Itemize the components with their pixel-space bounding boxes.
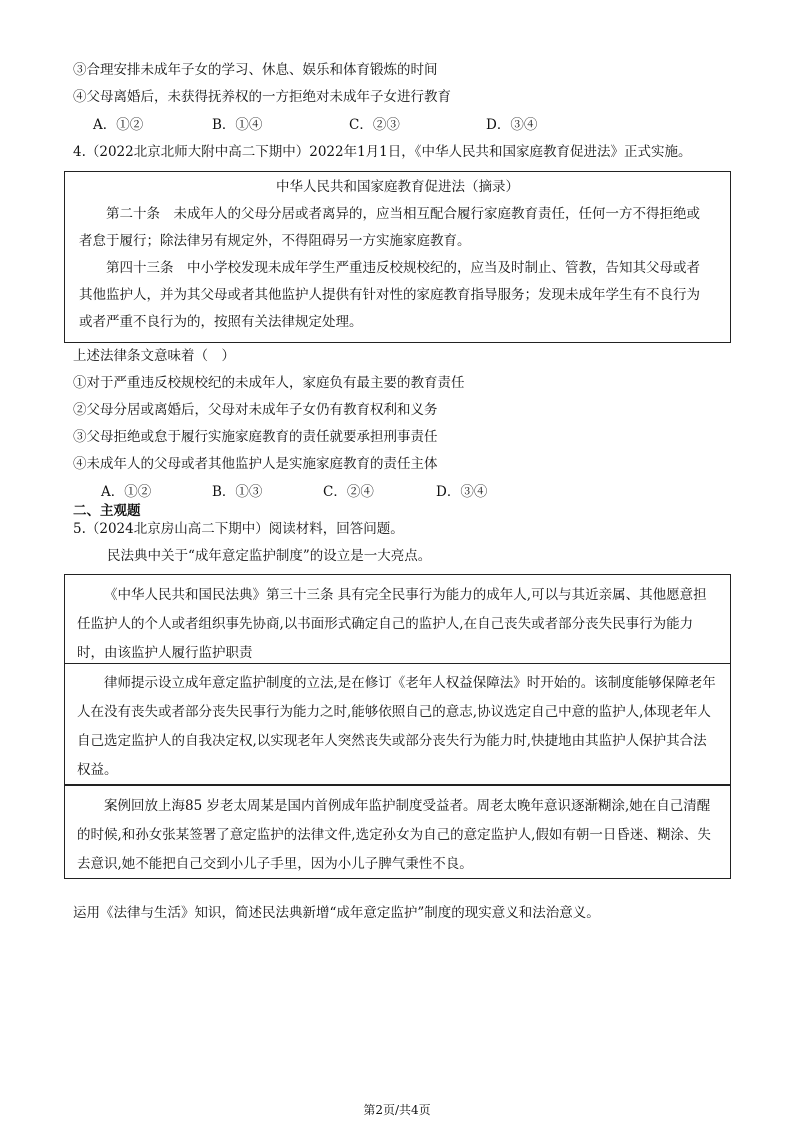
q4-law-excerpt-box [64, 171, 731, 343]
q4-article-20-line2: 者怠于履行；除法律另有规定外，不得阻碍另一方实施家庭教育。 [79, 233, 471, 249]
q5-stem: 5.（2024北京房山高二下期中）阅读材料，回答问题。 [73, 521, 404, 537]
q4-item-2: ②父母分居或离婚后，父母对未成年子女仍有教育权利和义务 [73, 402, 438, 418]
q4-option-a: A．①② [101, 484, 152, 500]
q5-material-2-text: 律师提示设立成年意定监护制度的立法,是在修订《老年人权益保障法》时开始的。该制度能够保障老年人在没有丧失或者部分丧失民事行为能力之时,能够依照自己的意志,协议选定自己中意的监护人,体现老年人自己选定监护人的自我决定权,以实现老年人突然丧失或部分丧失行为能力时,快捷地由其监护人保护其合法权益。 [77, 675, 716, 778]
section-title: 二、主观题 [73, 503, 141, 519]
q3-option-a: A．①② [93, 117, 144, 133]
q4-option-c: C．②④ [323, 484, 374, 500]
q3-option-d: D．③④ [486, 117, 538, 133]
q5-material-1-text: 《中华人民共和国民法典》第三十三条 具有完全民事行为能力的成年人,可以与其近亲属、其他愿意担任监护人的个人或者组织事先协商,以书面形式确定自己的监护人,在自己丧失或者部分丧失民事行为能力时，由该监护人履行监护职责 [77, 587, 707, 661]
q5-material-3-text: 案例回放上海85 岁老太周某是国内首例成年监护制度受益者。周老太晚年意识逐渐糊涂,她在自己清醒的时候,和孙女张某签署了意定监护的法律文件,选定孙女为自己的意定监护人,假如有朝一日昏迷、糊涂、失去意识,她不能把自己交到小儿子手里，因为小儿子脾气秉性不良。 [77, 798, 711, 872]
q4-article-20-line1: 第二十条 未成年人的父母分居或者离异的，应当相互配合履行家庭教育责任，任何一方不得拒绝或 [106, 206, 700, 222]
q4-option-d: D．③④ [436, 484, 488, 500]
q5-intro: 民法典中关于“成年意定监护制度”的设立是一大亮点。 [107, 548, 432, 564]
q4-question: 上述法律条文意味着（ ） [73, 348, 235, 364]
q4-article-43-line2: 其他监护人，并为其父母或者其他监护人提供有针对性的家庭教育指导服务；发现未成年学生有不良行为 [79, 287, 700, 303]
q3-item-4: ④父母离婚后，未获得抚养权的一方拒绝对未成年子女进行教育 [73, 89, 451, 105]
q4-article-43-line1: 第四十三条 中小学校发现未成年学生严重违反校规校纪的，应当及时制止、管教，告知其父母或者 [106, 260, 700, 276]
page-number: 第2页/共4页 [363, 1103, 431, 1117]
q4-article-43-line3: 或者严重不良行为的，按照有关法律规定处理。 [79, 314, 363, 330]
q3-item-3: ③合理安排未成年子女的学习、休息、娱乐和体育锻炼的时间 [73, 62, 438, 78]
q5-material-box-1 [64, 574, 731, 664]
q3-option-b: B．①④ [212, 117, 263, 133]
q4-stem: 4.（2022北京北师大附中高二下期中）2022年1月1日，《中华人民共和国家庭教育促进法》正式实施。 [73, 144, 692, 160]
q5-material-box-3 [64, 785, 731, 879]
q4-box-title: 中华人民共和国家庭教育促进法（摘录） [276, 179, 519, 195]
q3-option-c: C．②③ [349, 117, 400, 133]
q4-item-4: ④未成年人的父母或者其他监护人是实施家庭教育的责任主体 [73, 456, 438, 472]
q5-question: 运用《法律与生活》知识，简述民法典新增“成年意定监护”制度的现实意义和法治意义。 [73, 905, 600, 921]
q5-material-box-2 [64, 663, 731, 785]
q4-item-3: ③父母拒绝或怠于履行实施家庭教育的责任就要承担刑事责任 [73, 429, 438, 445]
q4-item-1: ①对于严重违反校规校纪的未成年人，家庭负有最主要的教育责任 [73, 375, 465, 391]
q4-option-b: B．①③ [212, 484, 263, 500]
